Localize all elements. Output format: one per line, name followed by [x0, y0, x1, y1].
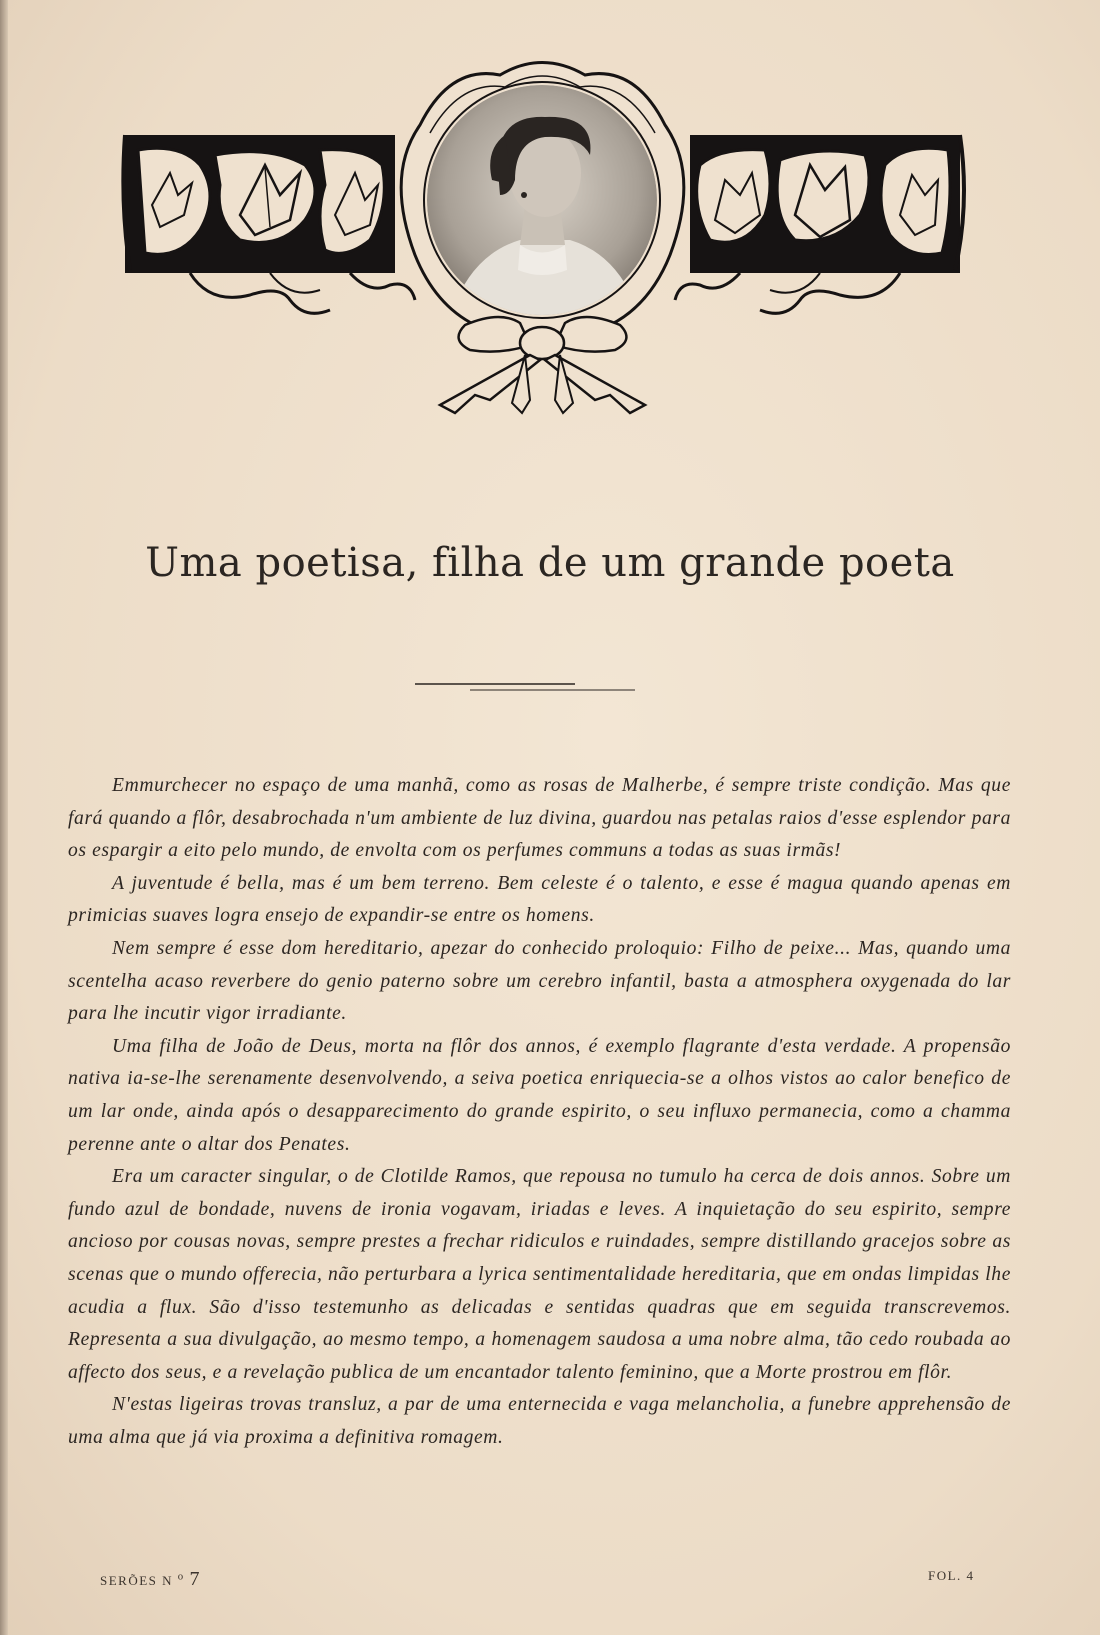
paragraph: N'estas ligeiras trovas transluz, a par de uma enternecida e vaga melancholia, a funebre apprehensão de uma alma que já via proxima a definitiva romagem.	[68, 1394, 1011, 1448]
footer-issue-degree: o	[177, 1570, 185, 1583]
article-title: Uma poetisa, filha de um grande poeta	[145, 540, 955, 586]
footer-issue-label: SERÕES N	[100, 1573, 174, 1588]
footer-folio: FOL. 4	[928, 1568, 975, 1583]
left-ivy-band-icon	[123, 135, 415, 313]
right-ivy-band-icon	[675, 135, 964, 313]
page-binding-edge	[0, 0, 8, 1635]
footer-issue-number: 7	[189, 1568, 200, 1590]
paragraph: Uma filha de João de Deus, morta na flôr dos annos, é exemplo flagrante d'esta verdade. A propensão nativa ia-se-lhe serenamente desenvolvendo, a seiva poetica enriquecia-se a olhos vistos ao calor benefico de um lar onde, ainda após o desapparecimento do grande espirito, o seu influxo permanecia, como a chamma perenne ante o altar dos Penates.	[68, 1035, 1011, 1155]
paragraph: Era um caracter singular, o de Clotilde Ramos, que repousa no tumulo ha cerca de dois annos. Sobre um fundo azul de bondade, nuvens de ironia vogavam, iriadas e leves. A inquietação do seu espirito, sempre ancioso por cousas novas, sempre prestes a frechar ridiculos e ruindades, sempre distillando gracejos sobre as scenas que o mundo offerecia, não perturbara a lyrica sentimentalidade hereditaria, que em ondas limpidas lhe acudia a flux. São d'isso testemunho as delicadas e sentidas quadras que em seguida transcrevemos. Representa a sua divulgação, ao mesmo tempo, a homenagem saudosa a uma nobre alma, tão cedo roubada ao affecto dos seus, e a revelação publica de um encantador talento feminino, que a Morte prostrou em flôr.	[68, 1166, 1011, 1383]
paragraph: Emmurchecer no espaço de uma manhã, como as rosas de Malherbe, é sempre triste condição. Mas que fará quando a flôr, desabrochada n'um ambiente de luz divina, guardou nas petalas raios d'esse esplendor para os espargir a eito pelo mundo, de envolta com os perfumes communs a todas as suas irmãs!	[68, 775, 1011, 862]
ribbon-bow-icon	[440, 317, 645, 413]
article-body	[68, 770, 1011, 1454]
paragraph: Nem sempre é esse dom hereditario, apezar do conhecido proloquio: Filho de peixe... Mas, quando uma scentelha acaso reverbere do genio paterno sobre um cerebro infantil, basta a atmosphera oxygenada do lar para lhe incutir vigor irradiante.	[68, 937, 1011, 1025]
footer-issue	[100, 1568, 199, 1591]
paragraph: A juventude é bella, mas é um bem terreno. Bem celeste é o talento, e esse é magua quando apenas em primicias suaves logra ensejo de expandir-se entre os homens.	[68, 872, 1011, 927]
decorative-divider	[415, 680, 635, 694]
header-ornament	[120, 55, 970, 445]
